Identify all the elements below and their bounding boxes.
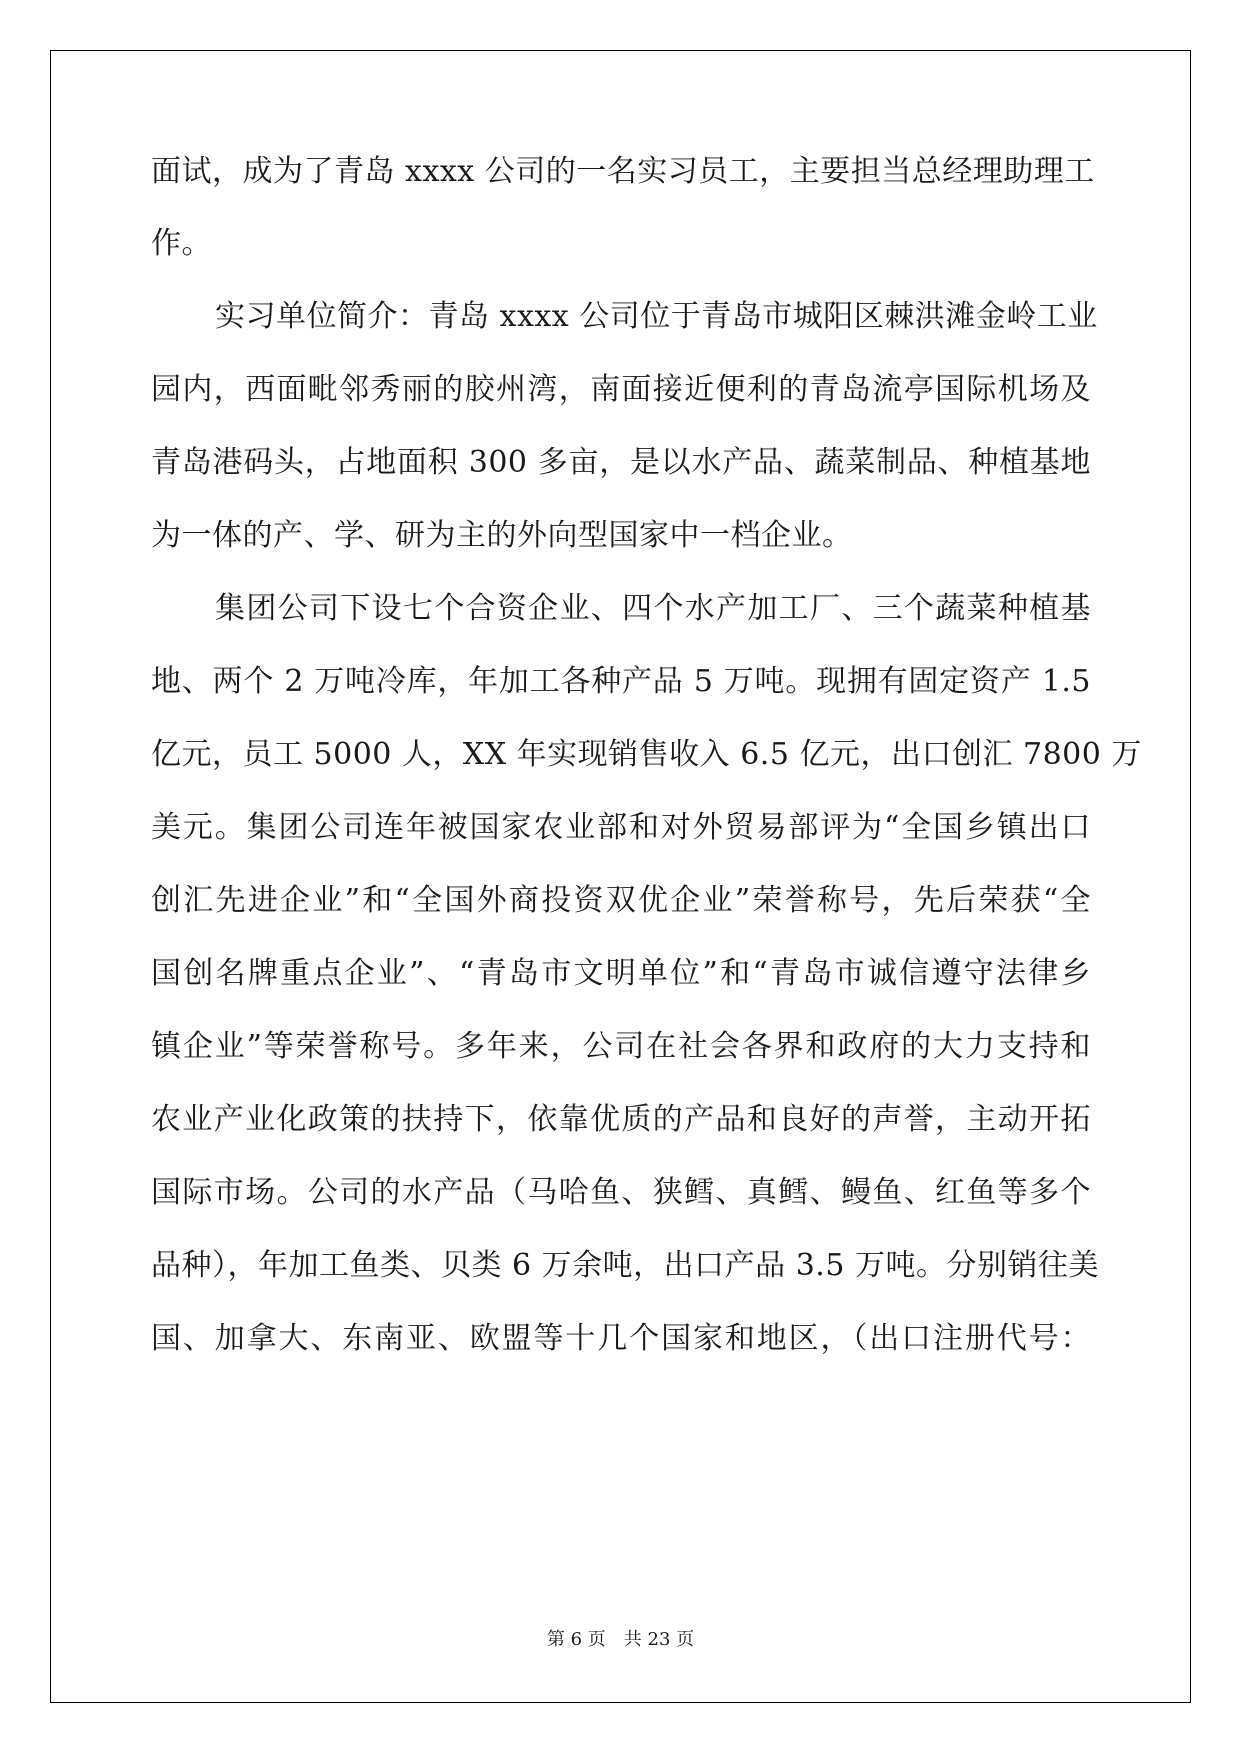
paragraph-line: 农业产业化政策的扶持下，依靠优质的产品和良好的声誉，主动开拓 xyxy=(151,1102,1091,1137)
paragraph-line: 面试，成为了青岛 xxxx 公司的一名实习员工，主要担当总经理助理工 xyxy=(151,154,1095,189)
page-number-footer: 第 6 页 共 23 页 xyxy=(546,1629,695,1650)
paragraph-line: 作。 xyxy=(151,226,212,261)
paragraph-line: 集团公司下设七个合资企业、四个水产加工厂、三个蔬菜种植基 xyxy=(215,591,1091,626)
paragraph-line: 园内，西面毗邻秀丽的胶州湾，南面接近便利的青岛流亭国际机场及 xyxy=(151,372,1091,407)
paragraph-line: 国际市场。公司的水产品（马哈鱼、狭鳕、真鳕、鳗鱼、红鱼等多个 xyxy=(151,1175,1091,1210)
paragraph-line: 为一体的产、学、研为主的外向型国家中一档企业。 xyxy=(151,518,853,553)
paragraph-line: 实习单位简介：青岛 xxxx 公司位于青岛市城阳区棘洪滩金岭工业 xyxy=(215,299,1098,334)
paragraph-line: 美元。集团公司连年被国家农业部和对外贸易部评为“全国乡镇出口 xyxy=(151,810,1091,845)
paragraph-line: 国创名牌重点企业”、“青岛市文明单位”和“青岛市诚信遵守法律乡 xyxy=(151,956,1091,991)
paragraph-line: 地、两个 2 万吨冷库，年加工各种产品 5 万吨。现拥有固定资产 1.5 xyxy=(151,664,1091,699)
paragraph-line: 创汇先进企业”和“全国外商投资双优企业”荣誉称号，先后荣获“全 xyxy=(151,883,1091,918)
paragraph-line: 青岛港码头，占地面积 300 多亩，是以水产品、蔬菜制品、种植基地 xyxy=(151,445,1091,480)
paragraph-line: 亿元，员工 5000 人，XX 年实现销售收入 6.5 亿元，出口创汇 7800 万 xyxy=(151,737,1142,772)
paragraph-line: 品种），年加工鱼类、贝类 6 万余吨，出口产品 3.5 万吨。分别销往美 xyxy=(151,1248,1099,1283)
paragraph-line: 镇企业”等荣誉称号。多年来，公司在社会各界和政府的大力支持和 xyxy=(151,1029,1091,1064)
paragraph-line: 国、加拿大、东南亚、欧盟等十几个国家和地区，（出口注册代号： xyxy=(151,1321,1091,1356)
